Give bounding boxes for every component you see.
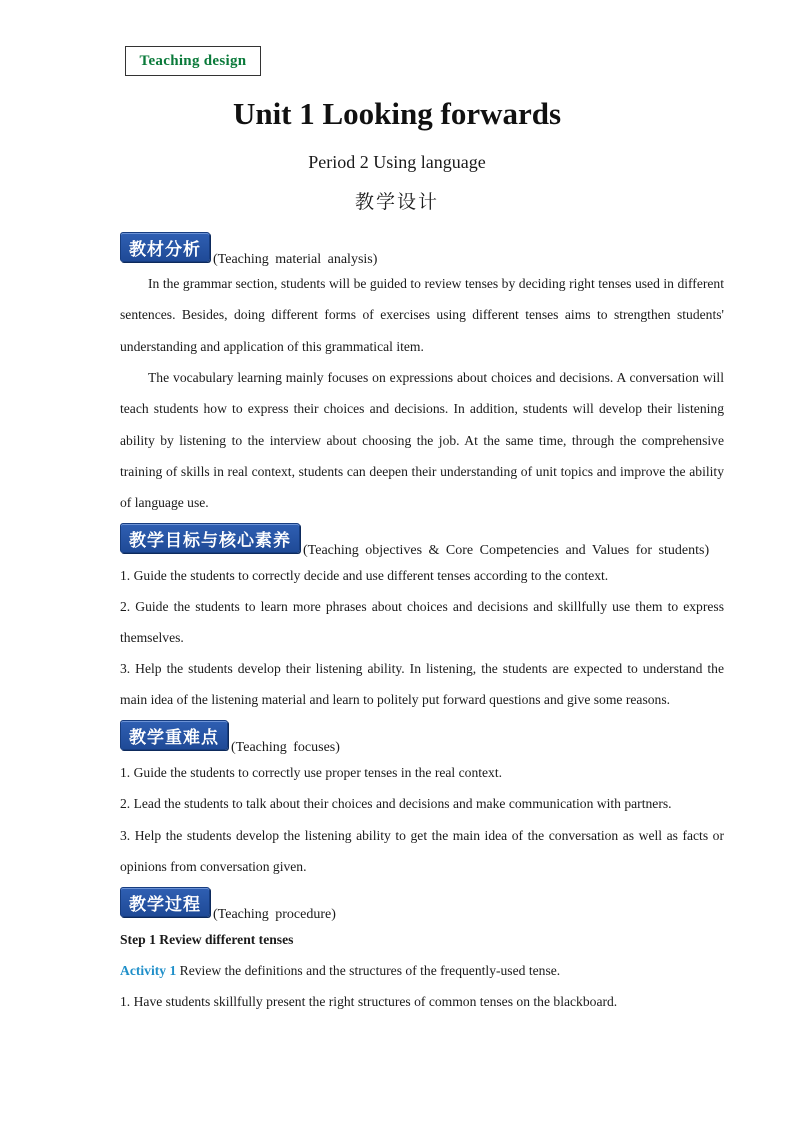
section-title-analysis: (Teaching material analysis): [213, 252, 378, 267]
objective-item: 2. Guide the students to learn more phrases about choices and decisions and skillfully use them to express themselves.: [120, 599, 724, 645]
step-1-heading: Step 1 Review different tenses: [120, 932, 294, 947]
section-badge-objectives: 教学目标与核心素养: [120, 523, 300, 553]
activity-1-text: Review the definitions and the structures of the frequently-used tense.: [176, 963, 561, 978]
page-title: Unit 1 Looking forwards: [232, 96, 562, 131]
section-badge-procedure: 教学过程: [120, 887, 210, 917]
analysis-paragraph-1: In the grammar section, students will be guided to review tenses by deciding right tenses used in different sentences. Besides, doing different forms of exercises using different tenses aims to strengthen students' understanding and application of this grammatical item.: [120, 276, 724, 354]
section-title-focuses: (Teaching focuses): [231, 740, 340, 755]
objective-item: 3. Help the students develop their listening ability. In listening, the students are expected to understand the main idea of the listening material and learn to politely put forward questions and give some reasons.: [120, 661, 724, 707]
section-header-focuses: [120, 720, 340, 755]
teaching-design-tag: Teaching design: [125, 46, 261, 76]
section-badge-focuses: 教学重难点: [120, 720, 228, 750]
section-title-procedure: (Teaching procedure): [213, 907, 336, 922]
activity-1-line: [120, 955, 724, 986]
analysis-paragraph-2: The vocabulary learning mainly focuses on expressions about choices and decisions. A conversation will teach students how to express their choices and decisions. In addition, students will develop their listening ability by listening to the interview about choosing the job. At the same time, through the comprehensive training of skills in real context, students can deepen their understanding of unit topics and improve the ability of language use.: [120, 370, 724, 511]
section-header-procedure: [120, 887, 336, 922]
objective-item: 1. Guide the students to correctly decide and use different tenses according to the context.: [120, 568, 609, 583]
section-badge-analysis: 教材分析: [120, 232, 210, 262]
chinese-title: 教学设计: [354, 191, 439, 213]
procedure-item: 1. Have students skillfully present the right structures of common tenses on the blackboard.: [120, 994, 618, 1009]
focus-item: 2. Lead the students to talk about their choices and decisions and make communication with partners.: [120, 796, 672, 811]
section-header-objectives: [120, 523, 710, 558]
focus-item: 3. Help the students develop the listening ability to get the main idea of the conversation as well as facts or opinions from conversation given.: [120, 828, 724, 874]
page-subtitle: Period 2 Using language: [308, 152, 486, 172]
activity-1-label: Activity 1: [120, 963, 177, 978]
focus-item: 1. Guide the students to correctly use proper tenses in the real context.: [120, 765, 503, 780]
section-header-analysis: [120, 232, 378, 267]
section-title-objectives: (Teaching objectives & Core Competencies and Values for students): [303, 543, 710, 558]
